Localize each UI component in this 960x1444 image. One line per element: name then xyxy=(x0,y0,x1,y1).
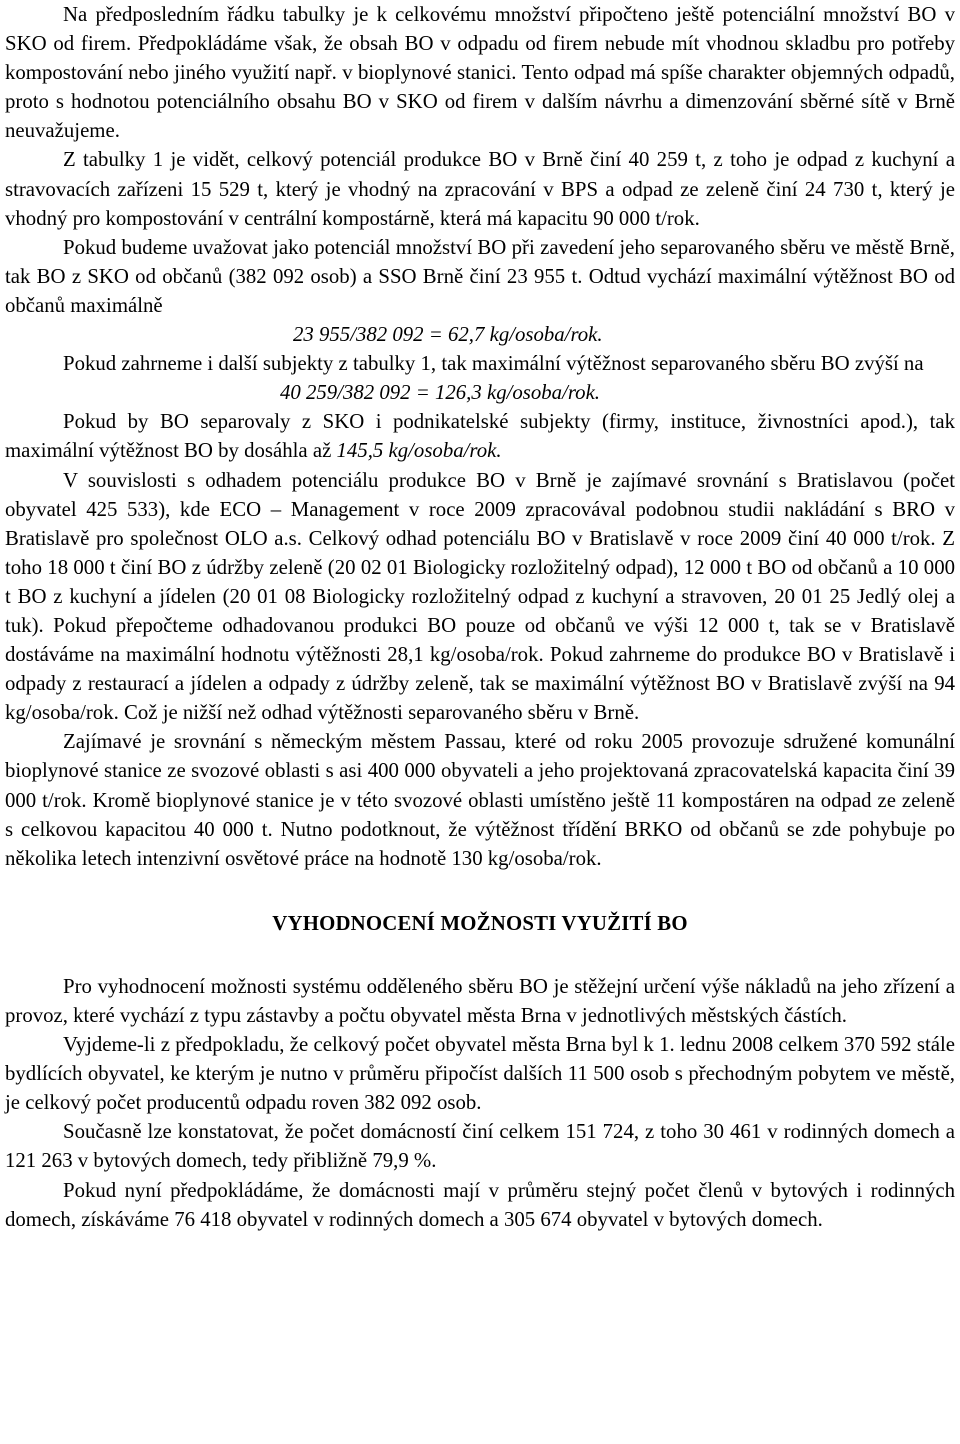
paragraph: Z tabulky 1 je vidět, celkový potenciál produkce BO v Brně činí 40 259 t, z toho je odpad z kuchyní a stravovacích zařízeni 15 529 t, který je vhodný na zpracování v BPS a odpad ze zeleně činí 24 730 t, který je vhodný pro kompostování v centrální kompostárně, která má kapacitu 90 000 t/rok. xyxy=(5,148,955,230)
paragraph: Současně lze konstatovat, že počet domácností činí celkem 151 724, z toho 30 461 v rodinných domech a 121 263 v bytových domech, tedy přibližně 79,9 %. xyxy=(5,1120,955,1173)
paragraph-text: Pokud by BO separovaly z SKO i podnikatelské subjekty (firmy, instituce, živnostníci apod.), tak maximální výtěžnost BO by dosáhla až xyxy=(5,410,955,463)
section-heading: VYHODNOCENÍ MOŽNOSTI VYUŽITÍ BO xyxy=(272,911,688,935)
paragraph: Pro vyhodnocení možnosti systému odděleného sběru BO je stěžejní určení výše nákladů na jeho zřízení a provoz, které vychází z typu zástavby a počtu obyvatel města Brna v jednotlivých městských částích. xyxy=(5,974,955,1027)
formula-line: 40 259/382 092 = 126,3 kg/osoba/rok. xyxy=(280,381,601,405)
paragraph: Pokud budeme uvažovat jako potenciál množství BO při zavedení jeho separovaného sběru ve městě Brně, tak BO z SKO od občanů (382 092 osob) a SSO Brně činí 23 955 t. Odtud vychází maximální výtěžnost BO od občanů maximálně xyxy=(5,235,955,317)
paragraph: Pokud nyní předpokládáme, že domácnosti mají v průměru stejný počet členů v bytových i rodinných domech, získáváme 76 418 obyvatel v rodinných domech a 305 674 obyvatel v bytových domech. xyxy=(5,1178,955,1231)
document-page xyxy=(5,0,955,1234)
formula-line: 23 955/382 092 = 62,7 kg/osoba/rok. xyxy=(293,323,603,347)
paragraph: Zajímavé je srovnání s německým městem Passau, které od roku 2005 provozuje sdružené komunální bioplynové stanice ze svozové oblasti s asi 400 000 obyvateli a jeho projektovaná zpracovatelská kapacita činí 39 000 t/rok. Kromě bioplynové stanice je v této svozové oblasti umístěno ještě 11 kompostáren na odpad ze zeleně s celkovou kapacitou 40 000 t. Nutno podotknout, že výtěžnost třídění BRKO od občanů se zde pohybuje po několika letech intenzivní osvětové práce na hodnotě 130 kg/osoba/rok. xyxy=(5,730,955,870)
paragraph xyxy=(5,407,955,465)
paragraph: Pokud zahrneme i další subjekty z tabulky 1, tak maximální výtěžnost separovaného sběru BO zvýší na xyxy=(63,352,924,376)
emphasized-value: 145,5 kg/osoba/rok. xyxy=(336,439,502,463)
paragraph: Na předposledním řádku tabulky je k celkovému množství připočteno ještě potenciální množství BO v SKO od firem. Předpokládáme však, že obsah BO v odpadu od firem nebude mít vhodnou skladbu pro potřeby kompostování nebo jiného využití např. v bioplynové stanici. Tento odpad má spíše charakter objemných odpadů, proto s hodnotou potenciálního obsahu BO v SKO od firem v dalším návrhu a dimenzování sběrné sítě v Brně neuvažujeme. xyxy=(5,3,955,143)
paragraph: Vyjdeme-li z předpokladu, že celkový počet obyvatel města Brna byl k 1. lednu 2008 celkem 370 592 stále bydlících obyvatel, ke kterým je nutno v průměru připočíst dalších 11 500 osob s přechodným pobytem ve městě, je celkový počet producentů odpadu roven 382 092 osob. xyxy=(5,1033,955,1115)
paragraph: V souvislosti s odhadem potenciálu produkce BO v Brně je zajímavé srovnání s Bratislavou (počet obyvatel 425 533), kde ECO – Management v roce 2009 zpracovával podobnou studii nakládání s BRO v Bratislavě pro společnost OLO a.s. Celkový odhad potenciálu BO v Bratislavě v roce 2009 činí 40 000 t/rok. Z toho 18 000 t činí BO z údržby zeleně (20 02 01 Biologicky rozložitelný odpad), 12 000 t BO od občanů a 10 000 t BO z kuchyní a jídelen (20 01 08 Biologicky rozložitelný odpad z kuchyní a stravoven, 20 01 25 Jedlý olej a tuk). Pokud přepočteme odhadovanou produkci BO pouze od občanů ve výši 12 000 t, tak se v Bratislavě dostáváme na maximální hodnotu výtěžnosti 28,1 kg/osoba/rok. Pokud zahrneme do produkce BO v Bratislavě i odpady z restaurací a jídelen a odpady z údržby zeleně, tak se maximální výtěžnost BO v Bratislavě zvýší na 94 kg/osoba/rok. Což je nižší než odhad výtěžnosti separovaného sběru v Brně. xyxy=(5,468,955,725)
